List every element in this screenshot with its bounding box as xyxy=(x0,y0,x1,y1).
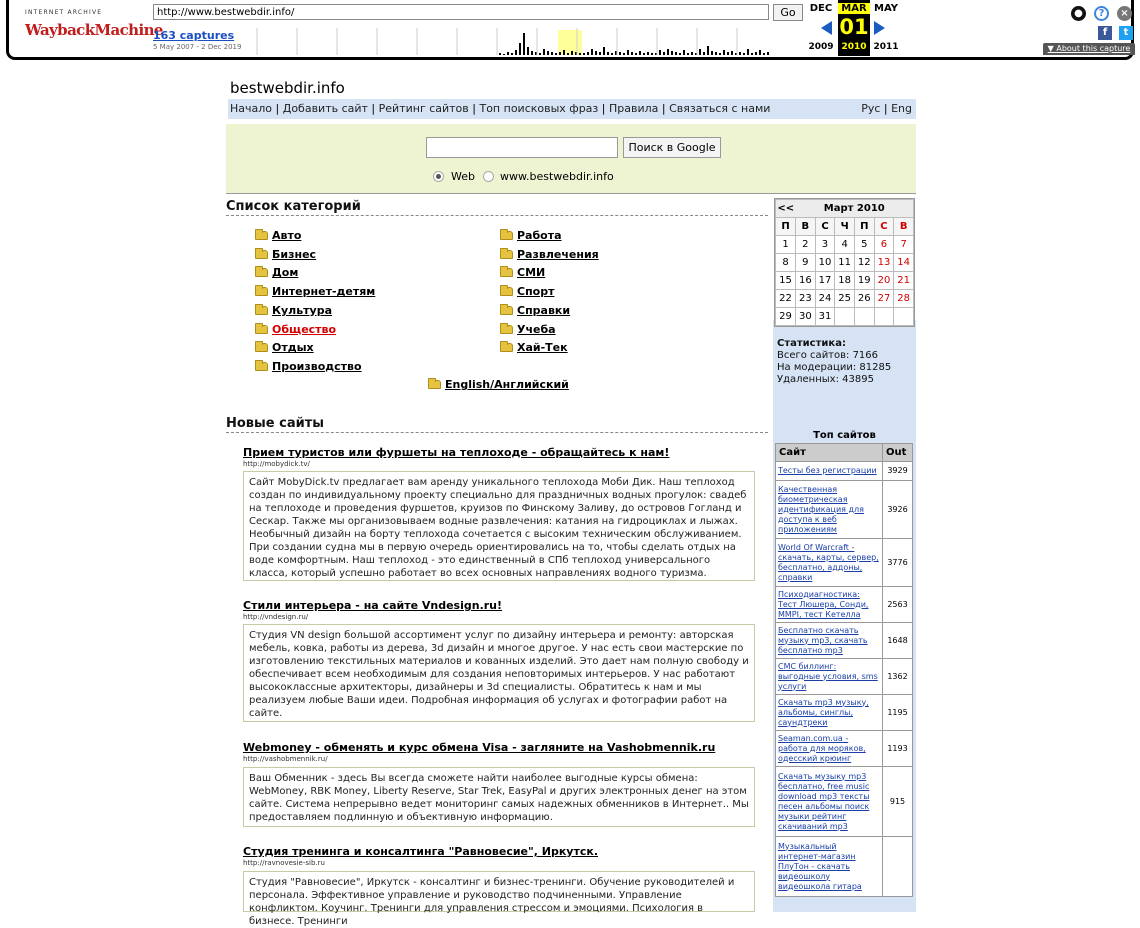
top-site-link[interactable]: Психодиагностика: Тест Люшера, Сонди, MMPI, тест Кетелла xyxy=(778,589,869,619)
top-sites-table xyxy=(775,443,913,897)
close-icon[interactable]: × xyxy=(1117,6,1132,21)
top-site-row xyxy=(776,731,913,767)
captures-link[interactable]: 163 captures xyxy=(153,29,235,42)
calendar-week xyxy=(776,236,914,254)
category-link[interactable]: Бизнес xyxy=(272,247,317,261)
folder-icon xyxy=(500,343,513,352)
top-site-cell xyxy=(776,659,883,695)
current-capture-date xyxy=(838,0,870,56)
language-switch: Рус | Eng xyxy=(861,102,912,115)
nav-link[interactable]: Начало xyxy=(230,102,273,115)
top-site-row xyxy=(776,539,913,587)
prev-month-label[interactable]: DEC xyxy=(809,3,833,14)
top-site-cell xyxy=(776,767,883,837)
folder-icon xyxy=(255,231,268,240)
category-item[interactable] xyxy=(428,378,569,391)
prev-year-label[interactable]: 2009 xyxy=(808,42,834,52)
category-item[interactable] xyxy=(500,229,562,242)
top-site-link[interactable]: World Of Warcraft - скачать, карты, сервер, бесплатно, аддоны, справки xyxy=(778,542,879,582)
top-site-link[interactable]: Скачать mp3 музыку, альбомы, синглы, саундтреки xyxy=(778,697,869,727)
nav-link[interactable]: Связаться с нами xyxy=(669,102,771,115)
calendar-day[interactable]: 8 xyxy=(776,254,796,272)
calendar-day[interactable]: 27 xyxy=(874,290,894,308)
calendar-week xyxy=(776,254,914,272)
top-site-link[interactable]: Бесплатно скачать музыку mp3, скачать бесплатно mp3 xyxy=(778,625,868,655)
folder-icon xyxy=(500,306,513,315)
folder-icon xyxy=(255,343,268,352)
site-entry-url: http://vndesign.ru/ xyxy=(243,613,309,621)
top-site-out xyxy=(883,837,913,897)
radio-web[interactable] xyxy=(433,171,444,182)
calendar-day[interactable]: 24 xyxy=(815,290,835,308)
stats-total: Всего сайтов: 7166 xyxy=(777,350,879,361)
site-entry-description: Студия "Равновесие", Иркутск - консалтинг и бизнес-тренинги. Обучение руководителей и персонала. Эффективное управление и руководство подчиненными. Управление конфликтом. Коучинг. Тренинги для управления стрессом и эмоциями. Психология в бизнесе. Тренинги xyxy=(243,871,755,912)
folder-icon xyxy=(255,325,268,334)
site-entry-description: Студия VN design большой ассортимент услуг по дизайну интерьера и ремонту: авторская мебель, ковка, работы из дерева, 3d дизайн и многое другое. У нас есть свои мастерские по изготовлению текстильных материалов и кованных изделий. Это дает нам полную свободу и обеспечивает всем необходимым для создания неповторимых интерьеров. У нас работают высококлассные архитекторы, дизайнеры и 3d специалисты. Обратитесь к нам и мы реализуем любые Ваши идеи. Подробная информация об услугах и фотографии работ на сайте. xyxy=(243,624,755,722)
calendar-day xyxy=(874,308,894,326)
top-site-link[interactable]: Seaman.com.ua - работа для моряков, одесский крюинг xyxy=(778,733,866,763)
category-item[interactable] xyxy=(500,266,545,279)
calendar-day xyxy=(854,308,874,326)
folder-icon xyxy=(500,287,513,296)
site-entry-url: http://vashobmennik.ru/ xyxy=(243,755,328,763)
nav-link[interactable]: Правила xyxy=(608,102,659,115)
category-item[interactable] xyxy=(255,341,314,354)
current-year: 2010 xyxy=(841,42,867,52)
calendar-day[interactable]: 5 xyxy=(854,236,874,254)
top-site-cell xyxy=(776,623,883,659)
top-site-cell xyxy=(776,731,883,767)
category-item[interactable] xyxy=(500,248,599,261)
calendar-weekday: П xyxy=(854,218,874,236)
folder-icon xyxy=(255,306,268,315)
category-link[interactable]: Общество xyxy=(272,322,337,336)
folder-icon xyxy=(255,362,268,371)
wayback-toolbar xyxy=(6,0,1134,60)
stats-deleted: Удаленных: 43895 xyxy=(777,374,874,385)
top-site-out: 1195 xyxy=(883,695,913,731)
calendar-weekday: В xyxy=(894,218,914,236)
wayback-go-button[interactable]: Go xyxy=(773,4,803,21)
site-entry-url: http://mobydick.tv/ xyxy=(243,460,310,468)
category-link[interactable]: English/Английский xyxy=(445,378,569,391)
calendar-day[interactable]: 20 xyxy=(874,272,894,290)
top-site-link[interactable]: Тесты без регистрации xyxy=(778,466,877,475)
calendar-day[interactable]: 1 xyxy=(776,236,796,254)
capture-sparkline[interactable] xyxy=(249,24,779,55)
calendar-day[interactable]: 13 xyxy=(874,254,894,272)
top-site-row xyxy=(776,623,913,659)
top-site-link[interactable]: СМС биллинг: выгодные условия, sms услуги xyxy=(778,661,878,691)
category-link[interactable]: Культура xyxy=(272,303,333,317)
calendar-day[interactable]: 15 xyxy=(776,272,796,290)
top-site-out: 1648 xyxy=(883,623,913,659)
category-link[interactable]: Учеба xyxy=(517,322,556,336)
calendar-prev-link[interactable]: << xyxy=(777,203,795,214)
statistics-block xyxy=(777,338,891,386)
category-link[interactable]: Дом xyxy=(272,266,299,280)
folder-icon xyxy=(428,380,441,389)
calendar-day[interactable]: 11 xyxy=(835,254,855,272)
calendar-day[interactable]: 12 xyxy=(854,254,874,272)
wayback-logo[interactable]: WaybackMachine xyxy=(25,21,163,39)
category-item[interactable] xyxy=(255,229,301,242)
category-link[interactable]: Хай-Тек xyxy=(517,341,568,355)
nav-link[interactable]: Добавить сайт xyxy=(282,102,368,115)
folder-icon xyxy=(500,231,513,240)
radio-web-label: Web xyxy=(451,170,475,183)
top-site-link[interactable]: Музыкальный интернет-магазин ПлуТон - скачать видеошколу видеошкола гитара xyxy=(778,841,862,891)
google-search-button[interactable]: Поиск в Google xyxy=(623,137,721,158)
top-sites-heading: Топ сайтов xyxy=(813,430,876,441)
calendar-day[interactable]: 3 xyxy=(815,236,835,254)
site-entry-description: Сайт MobyDick.tv предлагает вам аренду уникального теплохода Моби Дик. Наш теплоход создан по индивидуальному проекту специально для праздничных водных прогулок: свадеб на теплоходе и проведения фуршетов, круизов по Финскому Заливу, до островов Гогланд и Сескар. Также мы организовываем водные развлечения: катания на гидроциклах и лыжах. Необычный дизайн на борту теплохода сочетается с высоким техническим обслуживанием. При создании судна мы в первую очередь ориентировались на то, чтобы сделать отдых на воде комфортным. Наш теплоход - это единственный в СПб теплоход универсального класса, который успешно работает во всех основных направлениях водного туризма. xyxy=(243,471,755,581)
category-link[interactable]: Справки xyxy=(517,303,571,317)
lang-en-link[interactable]: Eng xyxy=(891,102,912,115)
calendar-weekday: С xyxy=(874,218,894,236)
calendar-week xyxy=(776,290,914,308)
stats-moderation: На модерации: 81285 xyxy=(777,362,892,373)
top-site-out: 3929 xyxy=(883,462,913,481)
top-site-cell xyxy=(776,837,883,897)
calendar-day[interactable]: 31 xyxy=(815,308,835,326)
folder-icon xyxy=(500,268,513,277)
calendar-day[interactable]: 16 xyxy=(796,272,816,290)
category-item[interactable] xyxy=(255,266,298,279)
calendar-day xyxy=(835,308,855,326)
categories-heading: Список категорий xyxy=(226,199,768,216)
top-col-out: Out xyxy=(883,444,913,462)
twitter-icon[interactable]: t xyxy=(1119,26,1133,40)
top-site-out: 915 xyxy=(883,767,913,837)
user-icon[interactable]: ● xyxy=(1071,6,1086,21)
calendar-day[interactable]: 25 xyxy=(835,290,855,308)
calendar-week xyxy=(776,272,914,290)
category-link[interactable]: Производство xyxy=(272,359,362,373)
top-site-row xyxy=(776,481,913,539)
calendar-day[interactable]: 21 xyxy=(894,272,914,290)
calendar-day[interactable]: 10 xyxy=(815,254,835,272)
top-col-site: Сайт xyxy=(776,444,883,462)
calendar-day[interactable]: 6 xyxy=(874,236,894,254)
calendar-weekday: В xyxy=(796,218,816,236)
calendar-day[interactable]: 30 xyxy=(796,308,816,326)
top-site-row xyxy=(776,837,913,897)
facebook-icon[interactable]: f xyxy=(1098,26,1112,40)
prev-capture-arrow-icon[interactable] xyxy=(821,21,832,35)
calendar-day[interactable]: 4 xyxy=(835,236,855,254)
calendar-weekday: П xyxy=(776,218,796,236)
site-entry-title[interactable]: Стили интерьера - на сайте Vndesign.ru! xyxy=(243,599,503,612)
calendar-weekday: С xyxy=(815,218,835,236)
top-site-cell xyxy=(776,462,883,481)
current-day: 01 xyxy=(839,15,869,39)
category-link[interactable]: Спорт xyxy=(517,285,555,299)
calendar-day[interactable]: 29 xyxy=(776,308,796,326)
top-site-cell xyxy=(776,539,883,587)
radio-site-label: www.bestwebdir.info xyxy=(500,170,614,183)
next-month-label[interactable]: MAY xyxy=(874,3,898,14)
category-link[interactable]: Работа xyxy=(517,229,562,242)
top-site-cell xyxy=(776,695,883,731)
top-site-row xyxy=(776,695,913,731)
category-link[interactable]: Отдых xyxy=(272,341,314,355)
top-site-out: 2563 xyxy=(883,587,913,623)
calendar-day xyxy=(894,308,914,326)
nav-link[interactable]: Топ поисковых фраз xyxy=(479,102,599,115)
search-box xyxy=(226,124,916,194)
calendar-day[interactable]: 19 xyxy=(854,272,874,290)
radio-site[interactable] xyxy=(483,171,494,182)
new-sites-heading: Новые сайты xyxy=(226,416,768,433)
top-site-link[interactable]: Скачать музыку mp3 бесплатно, free music download mp3 тексты песен альбомы поиск музыки рейтинг скачиваний mp3 xyxy=(778,771,870,831)
folder-icon xyxy=(500,325,513,334)
top-site-row xyxy=(776,659,913,695)
calendar-day[interactable]: 18 xyxy=(835,272,855,290)
folder-icon xyxy=(500,250,513,259)
calendar-day[interactable]: 7 xyxy=(894,236,914,254)
next-year-label[interactable]: 2011 xyxy=(873,42,899,52)
calendar-day[interactable]: 14 xyxy=(894,254,914,272)
site-entry-title[interactable]: Webmoney - обменять и курс обмена Visa - загляните на Vashobmennik.ru xyxy=(243,741,716,754)
category-item[interactable] xyxy=(255,285,375,298)
calendar-weekday: Ч xyxy=(835,218,855,236)
top-navigation: Начало | Добавить сайт | Рейтинг сайтов | Топ поисковых фраз | Правила | Связаться с нами Рус | Eng xyxy=(228,99,916,119)
site-entry-url: http://ravnovesie-sib.ru xyxy=(243,859,325,867)
lang-ru-link[interactable]: Рус xyxy=(861,102,881,115)
category-link[interactable]: Авто xyxy=(272,229,302,242)
calendar-day[interactable]: 22 xyxy=(776,290,796,308)
top-site-cell xyxy=(776,587,883,623)
calendar-day[interactable]: 26 xyxy=(854,290,874,308)
help-icon[interactable]: ? xyxy=(1094,6,1109,21)
top-site-cell xyxy=(776,481,883,539)
calendar-day[interactable]: 9 xyxy=(796,254,816,272)
category-link[interactable]: Интернет-детям xyxy=(272,285,376,299)
folder-icon xyxy=(255,287,268,296)
top-site-out: 1362 xyxy=(883,659,913,695)
category-link[interactable]: Развлечения xyxy=(517,247,599,261)
category-item[interactable] xyxy=(500,304,570,317)
top-site-row xyxy=(776,462,913,481)
category-item[interactable] xyxy=(500,323,556,336)
captures-range: 5 May 2007 - 2 Dec 2019 xyxy=(153,43,242,51)
category-link[interactable]: СМИ xyxy=(517,266,546,280)
calendar-week xyxy=(776,308,914,326)
stats-title: Статистика: xyxy=(777,338,846,349)
current-month: MAR xyxy=(838,3,870,14)
site-entry-description: Ваш Обменник - здесь Вы всегда сможете найти наиболее выгодные курсы обмена: WebMoney, RBK Money, Liberty Reserve, Star Trek, EasyPal и других электронных денег на этом сайте. Система непрерывно ведет мониторинг самых надежных обменников в Интернет.. Мы предоставляем подлинную и объективную информацию. xyxy=(243,767,755,827)
calendar-title: Март 2010 xyxy=(796,200,914,218)
folder-icon xyxy=(255,250,268,259)
category-item[interactable] xyxy=(255,360,362,373)
calendar-day[interactable]: 23 xyxy=(796,290,816,308)
category-item[interactable] xyxy=(500,341,568,354)
top-site-row xyxy=(776,767,913,837)
about-capture-button[interactable]: ▼ About this capture xyxy=(1043,43,1135,55)
top-site-row xyxy=(776,587,913,623)
top-site-out: 3926 xyxy=(883,481,913,539)
internet-archive-label: INTERNET ARCHIVE xyxy=(25,9,103,16)
site-entry-title[interactable]: Студия тренинга и консалтинга "Равновесие", Иркутск. xyxy=(243,845,599,858)
top-site-out: 1193 xyxy=(883,731,913,767)
category-item[interactable] xyxy=(255,304,332,317)
search-input[interactable] xyxy=(426,137,618,158)
calendar xyxy=(774,198,915,327)
category-item[interactable] xyxy=(500,285,554,298)
top-site-out: 3776 xyxy=(883,539,913,587)
wayback-url-input[interactable] xyxy=(153,4,769,20)
site-entry-title[interactable]: Прием туристов или фуршеты на теплоходе - обращайтесь к нам! xyxy=(243,446,670,459)
category-item[interactable] xyxy=(255,248,316,261)
top-site-link[interactable]: Качественная биометрическая идентификация для доступа к веб приложениям xyxy=(778,484,864,534)
site-title: bestwebdir.info xyxy=(230,79,345,97)
next-capture-arrow-icon[interactable] xyxy=(874,21,885,35)
folder-icon xyxy=(255,268,268,277)
calendar-day[interactable]: 2 xyxy=(796,236,816,254)
calendar-day[interactable]: 17 xyxy=(815,272,835,290)
calendar-day[interactable]: 28 xyxy=(894,290,914,308)
nav-link[interactable]: Рейтинг сайтов xyxy=(378,102,469,115)
category-item[interactable] xyxy=(255,323,336,336)
